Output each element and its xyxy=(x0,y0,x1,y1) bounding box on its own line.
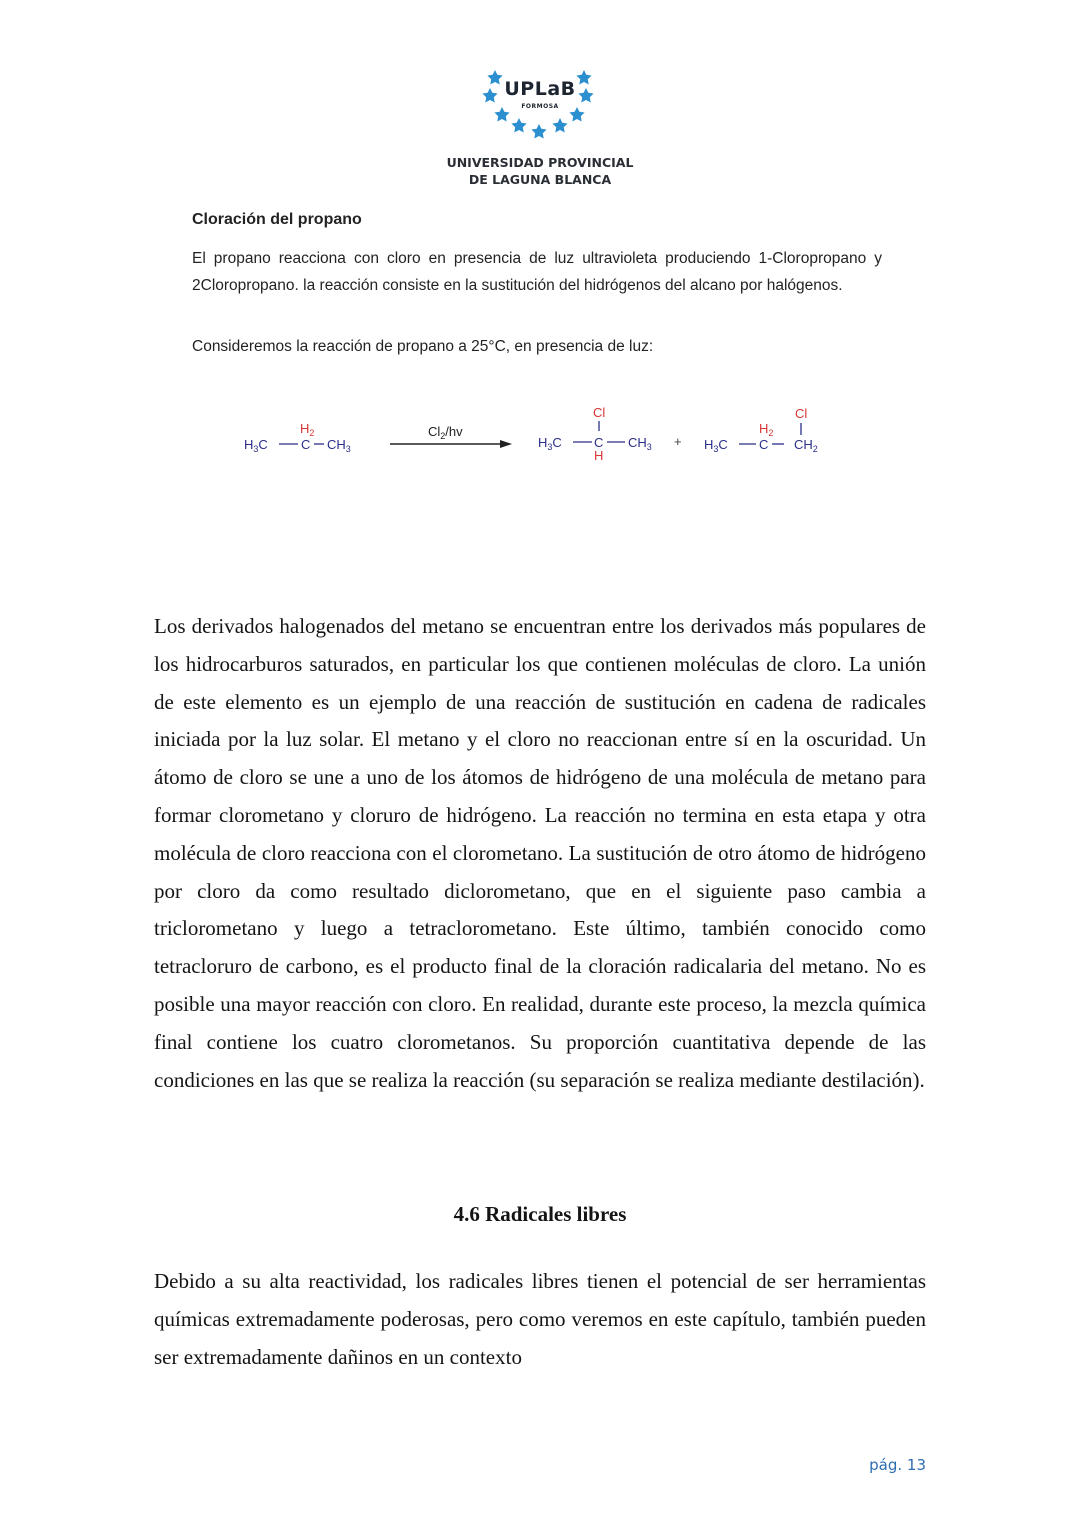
page-number: pág. 13 xyxy=(869,1456,926,1474)
institution-line-1: UNIVERSIDAD PROVINCIAL xyxy=(446,155,634,170)
svg-text:C: C xyxy=(594,435,604,450)
inset-title: Cloración del propano xyxy=(192,211,362,228)
body-paragraph-2: Debido a su alta reactividad, los radicales libres tienen el potencial de ser herramientas químicas extremadamente poderosas, pero como veremos en este capítulo, también pueden ser extremadamente dañinos en un contexto xyxy=(154,1269,926,1369)
university-logo xyxy=(440,66,640,190)
1-chloropropane-structure xyxy=(704,406,818,454)
svg-text:CH2: $CH_2$ xyxy=(794,437,818,454)
svg-text:CH3: $CH_3$ xyxy=(327,437,351,454)
inset-consider-line: Consideremos la reacción de propano a 25°C, en presencia de luz: xyxy=(192,338,654,355)
section-heading: 4.6 Radicales libres xyxy=(453,1202,627,1226)
logo-subtitle: FORMOSA xyxy=(521,103,559,110)
svg-text:CH3: $CH_3$ xyxy=(628,435,652,452)
propane-structure xyxy=(244,421,351,454)
svg-text:C: C xyxy=(301,437,311,452)
institution-line-2: DE LAGUNA BLANCA xyxy=(468,172,612,187)
svg-text:H2: $H_2$ xyxy=(300,421,315,438)
institution-name xyxy=(440,154,640,188)
2-chloropropane-structure xyxy=(538,405,652,463)
svg-text:H: H xyxy=(594,448,604,463)
svg-text:C: C xyxy=(759,437,769,452)
svg-text:Cl: Cl xyxy=(593,405,606,420)
svg-text:H3C: $H_3C$ xyxy=(244,437,268,454)
inset-paragraph: El propano reacciona con cloro en presencia de luz ultravioleta produciendo 1-Cloropropano y 2Cloropropano. la reacción consiste en la sustitución del hidrógenos del alcano por halógenos. xyxy=(192,250,882,294)
reaction-arrow xyxy=(390,424,512,448)
svg-text:Cl2/hv: $Cl_2/hv$ xyxy=(428,424,463,441)
svg-text:H3C: $H_3C$ xyxy=(704,437,728,454)
svg-text:H3C: $H_3C$ xyxy=(538,435,562,452)
svg-text:H2: $H_2$ xyxy=(759,421,774,438)
body-paragraph-1: Los derivados halogenados del metano se encuentran entre los derivados más populares de los hidrocarburos saturados, en particular los que contienen moléculas de cloro. La unión de este elemento es un ejemplo de una reacción de sustitución en cadena de radicales iniciada por la luz solar. El metano y el cloro no reaccionan entre sí en la oscuridad. Un átomo de cloro se une a uno de los átomos de hidrógeno de una molécula de metano para formar clorometano y cloruro de hidrógeno. La reacción no termina en esta etapa y otra molécula de cloro reacciona con el clorometano. La sustitución de otro átomo de hidrógeno por cloro da como resultado diclorometano, que en el siguiente paso cambia a triclorometano y luego a tetraclorometano. Este último, también conocido como tetracloruro de carbono, es el producto final de la cloración radicalaria del metano. No es posible una mayor reacción con cloro. En realidad, durante este proceso, la mezcla química final contiene los cuatro clorometanos. Su proporción cuantitativa depende de las condiciones en las que se realiza la reacción (su separación se realiza mediante destilación). xyxy=(154,614,926,1092)
propane-chlorination-equation xyxy=(238,398,848,468)
svg-text:Cl: Cl xyxy=(795,406,808,421)
logo-wordmark: UPLaB xyxy=(504,78,576,100)
plus-sign: + xyxy=(674,434,682,449)
